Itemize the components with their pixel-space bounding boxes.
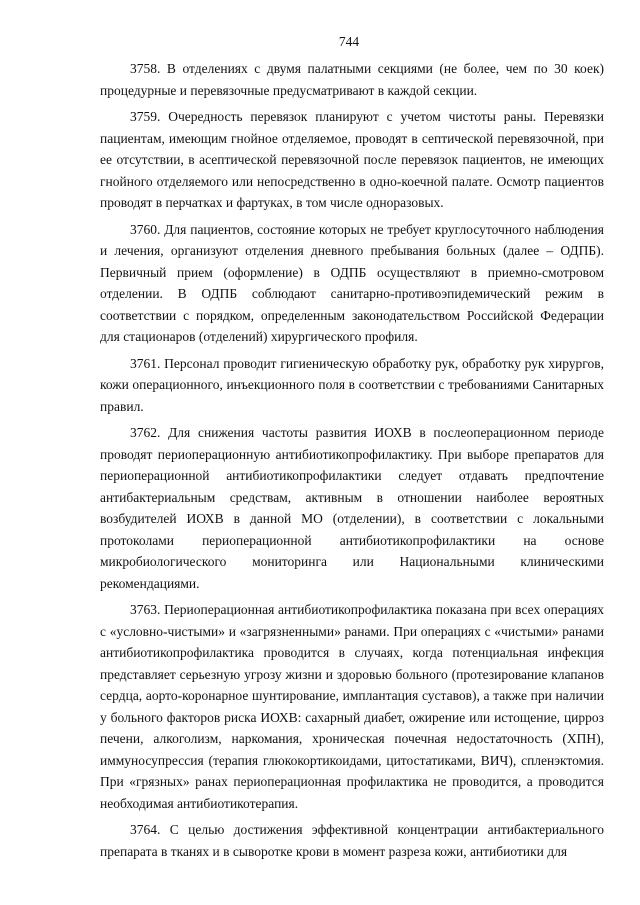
paragraph-3761: 3761. Персонал проводит гигиеническую обработку рук, обработку рук хирургов, кожи операционного, инъекционного поля в соответствии с требованиями Санитарных правил. — [100, 355, 604, 414]
paragraph-3763: 3763. Периоперационная антибиотикопрофилактика показана при всех операциях с «условно-чистыми» и «загрязненными» ранами. При операциях с «чистыми» ранами антибиотикопрофилактика проводится в случаях, когда потенциальная инфекция представляет серьезную угрозу жизни и здоровью больного (протезирование клапанов сердца, аорто-коронарное шунтирование, имплантация суставов), а также при наличии у больного факторов риска ИОХВ: сахарный диабет, ожирение или истощение, цирроз печени, алкоголизм, наркомания, хроническая почечная недостаточность (ХПН), иммуносупрессия (терапия глюкокортикоидами, цитостатиками, ВИЧ), спленэктомия. При «грязных» ранах периоперационная профилактика не проводится, а проводится необходимая антибиотикотерапия. — [100, 602, 604, 811]
paragraph-3760: 3760. Для пациентов, состояние которых не требует круглосуточного наблюдения и лечения, организуют отделения дневного пребывания больных (далее – ОДПБ). Первичный прием (оформление) в ОДПБ осуществляют в приемно-смотровом отделении. В ОДПБ соблюдают санитарно-противоэпидемический режим в соответствии с порядком, определенным законодательством Российской Федерации для стационаров (отделений) хирургического профиля. — [100, 221, 604, 344]
page-number: 744 — [338, 34, 360, 49]
paragraph-3762: 3762. Для снижения частоты развития ИОХВ в послеоперационном периоде проводят периоперационную антибиотикопрофилактику. При выборе препаратов для периоперационной антибиотикопрофилактики следует отдавать предпочтение антибактериальным средствам, активным в отношении наиболее вероятных возбудителей ИОХВ в данной МО (отделении), в соответствии с локальными протоколами периоперационной антибиотикопрофилактики на основе микробиологического мониторинга или Национальными клиническими рекомендациями. — [100, 425, 604, 591]
paragraph-3764: 3764. С целью достижения эффективной концентрации антибактериального препарата в тканях и в сыворотке крови в момент разреза кожи, антибиотики для — [100, 822, 604, 859]
paragraph-3759: 3759. Очередность перевязок планируют с учетом чистоты раны. Перевязки пациентам, имеющим гнойное отделяемое, проводят в септической перевязочной, при ее отсутствии, в асептической перевязочной после перевязок пациентов, не имеющих гнойного отделяемого или непосредственно в одно-коечной палате. Осмотр пациентов проводят в перчатках и фартуках, в том числе одноразовых. — [100, 109, 604, 210]
paragraph-3758: 3758. В отделениях с двумя палатными секциями (не более, чем по 30 коек) процедурные и перевязочные предусматривают в каждой секции. — [100, 61, 604, 98]
